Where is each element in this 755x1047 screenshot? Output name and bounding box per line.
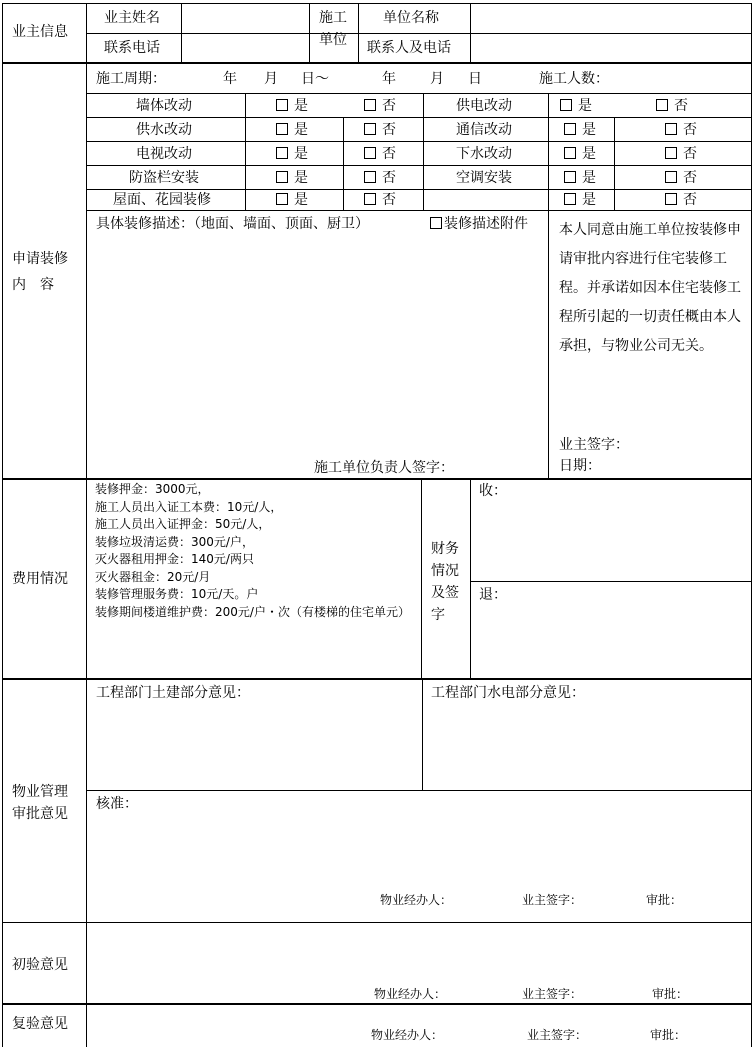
section-owner-info: 业主信息 [12, 24, 68, 40]
guardrail-no[interactable]: 否 [364, 171, 396, 185]
agent-label: 物业经办人： [380, 893, 453, 907]
checkbox-icon [364, 147, 376, 159]
rule [2, 478, 752, 480]
rule [86, 210, 752, 211]
period-month-2: 月 [430, 71, 444, 87]
row5-yes[interactable]: 是 [564, 193, 596, 207]
section-initial-inspection: 初验意见 [12, 957, 68, 973]
guardrail-yes[interactable]: 是 [276, 171, 308, 185]
rule [614, 117, 615, 210]
approve-label: 审批： [650, 1028, 687, 1042]
verify-label: 核准： [96, 796, 138, 812]
water-yes[interactable]: 是 [276, 123, 308, 137]
fee-line: 装修期间楼道维护费：200元/户・次（有楼梯的住宅单元） [95, 604, 410, 619]
agent-label: 物业经办人： [371, 1028, 444, 1042]
rule [2, 1003, 752, 1005]
approve-label: 审批： [652, 987, 689, 1001]
owner-name-label: 业主姓名 [104, 10, 160, 26]
section-fees: 费用情况 [12, 571, 68, 587]
date-label: 日期： [559, 458, 601, 474]
rule [86, 3, 87, 1047]
rule [548, 93, 549, 478]
fee-line: 装修押金：3000元， [95, 482, 210, 496]
rule [86, 117, 752, 118]
aircon-no[interactable]: 否 [665, 171, 697, 185]
rule [86, 165, 752, 166]
fee-line: 施工人员出入证押金：50元/人， [95, 517, 271, 531]
contractor-label: 施工单位 [319, 10, 347, 48]
period-day-1: 日～ [301, 71, 329, 87]
rule [86, 93, 752, 94]
water-no[interactable]: 否 [364, 123, 396, 137]
description-area[interactable] [90, 236, 544, 456]
power-no[interactable]: 否 [656, 99, 688, 113]
rule [86, 141, 752, 142]
fee-line: 装修垃圾清运费：300元/户， [95, 534, 254, 549]
section-re-inspection: 复验意见 [12, 1016, 68, 1032]
approve-label: 审批： [646, 893, 683, 907]
roof-no[interactable]: 否 [364, 193, 396, 207]
rule [2, 678, 752, 680]
consent-text: 本人同意由施工单位按装修申请审批内容进行住宅装修工程。并承诺如因本住宅装修工程所引起的一切责任概由本人承担，与物业公司无关。 [559, 222, 741, 354]
rule [423, 93, 424, 210]
drain-no[interactable]: 否 [665, 147, 697, 161]
power-yes[interactable]: 是 [560, 99, 592, 113]
checkbox-icon [276, 123, 288, 135]
drain-yes[interactable]: 是 [564, 147, 596, 161]
aircon-yes[interactable]: 是 [564, 171, 596, 185]
owner-sign-label: 业主签字： [527, 1028, 588, 1042]
agent-label: 物业经办人： [374, 987, 447, 1001]
checkbox-icon [276, 171, 288, 183]
checkbox-icon [276, 193, 288, 205]
unit-name-field[interactable] [471, 4, 750, 32]
period-day-2: 日 [468, 71, 482, 87]
checkbox-icon [564, 171, 576, 183]
rule [245, 93, 246, 210]
item-telecom: 通信改动 [456, 122, 512, 138]
rule [751, 3, 752, 1047]
item-drain: 下水改动 [456, 146, 512, 162]
rule [86, 189, 752, 190]
roof-yes[interactable]: 是 [276, 193, 308, 207]
checkbox-icon [665, 171, 677, 183]
rule [422, 680, 423, 790]
item-power: 供电改动 [456, 98, 512, 114]
phone-label: 联系电话 [104, 40, 160, 56]
civil-opinion-label: 工程部门土建部分意见： [96, 685, 250, 701]
contact-field[interactable] [471, 34, 750, 62]
telecom-no[interactable]: 否 [665, 123, 697, 137]
period-year-1: 年 [223, 71, 237, 87]
contact-label: 联系人及电话 [367, 40, 451, 56]
contractor-sign-label: 施工单位负责人签字： [314, 460, 454, 476]
rule [343, 117, 344, 210]
item-aircon: 空调安装 [456, 170, 512, 186]
checkbox-icon [564, 147, 576, 159]
fee-list [95, 481, 417, 621]
rule [2, 3, 3, 1047]
owner-sign-label: 业主签字： [522, 893, 583, 907]
tv-yes[interactable]: 是 [276, 147, 308, 161]
plumbing-opinion-label: 工程部门水电部分意见： [431, 685, 585, 701]
checkbox-icon [276, 99, 288, 111]
item-guardrail: 防盗栏安装 [129, 170, 199, 186]
workers-label: 施工人数： [539, 71, 609, 87]
rule [86, 790, 752, 791]
phone-field[interactable] [182, 34, 308, 62]
refund-label: 退： [479, 587, 507, 603]
fee-line: 施工人员出入证工本费：10元/人， [95, 499, 283, 514]
fee-line: 灭火器租用押金：140元/两只 [95, 552, 254, 566]
checkbox-icon [665, 193, 677, 205]
finance-label: 财务情况及签字 [431, 541, 459, 623]
row5-no[interactable]: 否 [665, 193, 697, 207]
unit-name-label: 单位名称 [383, 10, 439, 26]
rule [358, 3, 359, 62]
owner-sign-label: 业主签字： [522, 987, 583, 1001]
fee-line: 灭火器租金：20元/月 [95, 569, 211, 584]
checkbox-icon [560, 99, 572, 111]
checkbox-icon [430, 217, 442, 229]
received-label: 收： [479, 483, 507, 499]
checkbox-icon [364, 123, 376, 135]
rule [2, 62, 752, 64]
description-label: 具体装修描述：（地面、墙面、顶面、厨卫） [96, 216, 369, 232]
wall-yes[interactable]: 是 [276, 99, 308, 113]
checkbox-icon [656, 99, 668, 111]
rule [309, 3, 310, 62]
item-tv: 电视改动 [136, 146, 192, 162]
checkbox-icon [665, 147, 677, 159]
checkbox-icon [364, 171, 376, 183]
checkbox-icon [364, 99, 376, 111]
item-roof-garden: 屋面、花园装修 [113, 192, 211, 208]
rule [470, 480, 471, 678]
period-month-1: 月 [264, 71, 278, 87]
rule [470, 581, 752, 582]
checkbox-icon [564, 193, 576, 205]
period-year-2: 年 [382, 71, 396, 87]
checkbox-icon [564, 123, 576, 135]
tv-no[interactable]: 否 [364, 147, 396, 161]
rule [2, 922, 752, 923]
section-application: 申请装修内 容 [12, 251, 68, 293]
section-approval: 物业管理审批意见 [12, 784, 68, 822]
fee-line: 装修管理服务费：10元/天。户 [95, 587, 259, 601]
received-field[interactable] [472, 500, 750, 578]
wall-no[interactable]: 否 [364, 99, 396, 113]
checkbox-icon [276, 147, 288, 159]
owner-name-field[interactable] [182, 4, 308, 32]
telecom-yes[interactable]: 是 [564, 123, 596, 137]
rule [421, 480, 422, 678]
owner-sign-label: 业主签字： [559, 437, 629, 453]
refund-field[interactable] [472, 604, 750, 676]
item-water: 供水改动 [136, 122, 192, 138]
item-wall: 墙体改动 [136, 98, 192, 114]
period-label: 施工周期： [96, 71, 166, 87]
checkbox-icon [665, 123, 677, 135]
checkbox-icon [364, 193, 376, 205]
attachment-option[interactable]: 装修描述附件 [430, 217, 528, 231]
